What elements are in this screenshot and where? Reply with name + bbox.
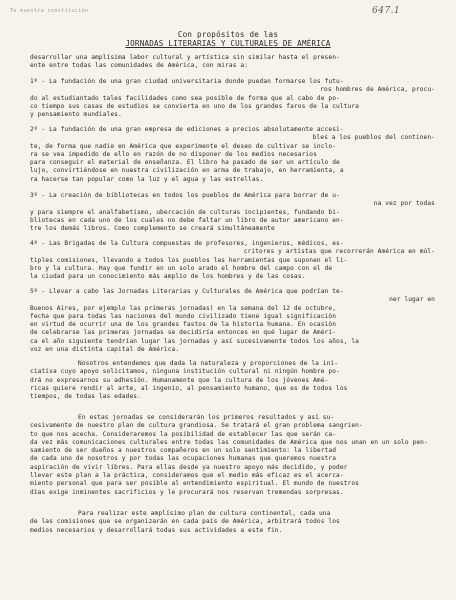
paragraph-8 bbox=[30, 510, 435, 535]
paragraph-line: drá no expresarnos su adhesión. Humanamente que la cultura de los jóvenes Amé- bbox=[30, 376, 329, 384]
paragraph-line: de cada uno de nosotros y por todas las ocupaciones humanas que queremos nuestra bbox=[30, 455, 337, 463]
point-line: critores y artistas que recorrerán América en múl- bbox=[243, 248, 435, 256]
point-line: bro y la cultura. Hay que fundir en un solo arado el hombre del campo con el de bbox=[30, 264, 333, 272]
point-line: ca el año siguiente tendrían lugar las jornadas y así sucesivamente todos los años, la bbox=[30, 337, 359, 345]
intro-line: ente entre todas las comunidades de América, con miras a: bbox=[30, 62, 249, 70]
intro-paragraph bbox=[30, 54, 435, 71]
handwritten-page-number: 647.1 bbox=[372, 6, 401, 16]
point-line: ros hombres de América, procu- bbox=[320, 86, 435, 94]
point-line: 5º - Llevar a cabo las Jornadas Literarias y Culturales de América que podrían te- bbox=[30, 288, 344, 295]
point-line: te, de forma que nadie en América que experimente el deseo de cultivar se inclo- bbox=[30, 142, 337, 150]
point-line: para conseguir el material de enseñanza. El libro ha pasado de ser un artículo de bbox=[30, 159, 340, 167]
paragraph-line: ricas quiere rendir al arte, al ingenio, al pensamiento humano, que es de todos los bbox=[30, 384, 348, 392]
paragraph-6 bbox=[30, 360, 435, 401]
point-line: ra se vea impedido de ello en razón de no disponer de los medios necesarios bbox=[30, 150, 317, 158]
point-line: en virtud de ocurrir una de los grandes fastos de la historia humana. En ocasión bbox=[30, 321, 337, 329]
title-line-1: Con propósitos de las bbox=[177, 30, 279, 39]
point-line: Buenos Aires, por ejemplo las primeras jornadas) en la semana del 12 de octubre, bbox=[30, 304, 337, 312]
point-line: tre los demás libros. Como complemento se creará simultáneamente bbox=[30, 225, 275, 233]
point-line: 4º - Las Brigadas de la Cultura compuestas de profesores, ingenieros, médicos, es- bbox=[30, 240, 344, 247]
faint-header-note: Te muestra constitucion bbox=[10, 8, 89, 14]
point-line: na vez por todas bbox=[373, 200, 435, 208]
paragraph-7 bbox=[30, 414, 435, 497]
paragraph-line: llevar este plan a la práctica, consideramos que el medio más eficaz es el acerca- bbox=[30, 472, 344, 480]
paragraph-line: aspiración de vivir libres. Para ellas desde ya nuestro apoyo más decidido, y poder bbox=[30, 463, 348, 471]
paragraph-line: to que nos acecha. Consideraremos la posibilidad de establecer las que serán ca- bbox=[30, 430, 337, 438]
point-line: la ciudad para un conocimiento más amplio de los hombres y de las cosas. bbox=[30, 273, 306, 281]
point-line: fecha que para todas las naciones del mundo civilizado tiene igual significación bbox=[30, 312, 337, 320]
point-1 bbox=[30, 78, 435, 119]
point-5 bbox=[30, 288, 435, 354]
paragraph-line: En estas jornadas se considerarán los primeros resultados y así su- bbox=[78, 414, 335, 421]
paragraph-line: medios necesarios y desarrollará todas sus actividades a este fin. bbox=[30, 526, 283, 534]
paragraph-line: Nosotros entendemos que dada la naturaleza y proporciones de la ini- bbox=[78, 360, 339, 367]
point-line: y pensamiento mundiales. bbox=[30, 111, 122, 119]
paragraph-line: ciativa cuyo apoyo solicitamos, ninguna institución cultural ni ningún hombre po- bbox=[30, 368, 340, 376]
paragraph-line: Para realizar este amplísimo plan de cultura continental, cada una bbox=[78, 510, 331, 517]
point-3 bbox=[30, 192, 435, 233]
point-line: tiples comisiones, llevando a todos los pueblos las herramientas que suponen el li- bbox=[30, 256, 348, 264]
point-line: 3º - La creación de bibliotecas en todos los pueblos de América para borrar de u- bbox=[30, 192, 340, 199]
point-line: ra hacerse tan popular como la luz y el agua y las estrellas. bbox=[30, 175, 264, 183]
intro-line: desarrollar una amplísima labor cultural y artística sin similar hasta el presen- bbox=[30, 54, 340, 61]
paragraph-line: da vez más comunicaciones culturales entre todas las comunidades de América que nos unan en un solo pen- bbox=[30, 438, 428, 446]
point-2 bbox=[30, 126, 435, 184]
point-line: de celebrarse las primeras jornadas se decidiría entonces en qué lugar de Améri- bbox=[30, 329, 337, 337]
paragraph-line: tiempos, de todas las edades. bbox=[30, 393, 141, 401]
paragraph-line: cesivamente de nuestro plan de cultura grandiosa. Se tratará el gran problema sangrien- bbox=[30, 422, 363, 430]
point-4 bbox=[30, 240, 435, 281]
paragraph-line: miento personal que para ser posible al entendimiento espiritual. El mundo de nuestros bbox=[30, 480, 359, 488]
point-line: y para siempre el analfabetismo, ubercación de culturas incipientes, fundando bi- bbox=[30, 208, 340, 216]
point-line: voz en una distinta capital de América. bbox=[30, 346, 180, 354]
paragraph-line: de las comisiones que se organizarán en cada país de América, arbitrará todos los bbox=[30, 518, 340, 526]
title-line-2: JORNADAS LITERARIAS Y CULTURALES DE AMÉRICA bbox=[125, 39, 331, 48]
point-line: do al estudiantado tales facilidades como sea posible de forma que al cabo de po- bbox=[30, 94, 340, 102]
point-line: bliotecas en cada uno de los cuales no debe faltar un libro de autor americano en- bbox=[30, 216, 344, 224]
point-line: 1º - La fundación de una gran ciudad universitaria donde puedan formarse los futu- bbox=[30, 78, 344, 85]
point-line: 2º - La fundación de una gran empresa de ediciones a precios absolutamente accesi- bbox=[30, 126, 344, 133]
point-line: ner lugar en bbox=[389, 296, 435, 304]
paragraph-line: samiento de ser dueños a nuestros compañeros en un solo sentimiento: la libertad bbox=[30, 447, 337, 455]
paragraph-line: días exige inminentes sacrificios y le procurará nos reservan tremendas sorpresas. bbox=[30, 488, 344, 496]
point-line: lujo, convirtiéndose en nuestra civilización en arma de trabajo, en herramienta, a bbox=[30, 167, 344, 175]
point-line: bles a los pueblos del continen- bbox=[312, 134, 435, 142]
point-line: co tiempo sus casas de estudios se convierta en uno de los grandes faros de la cultura bbox=[30, 102, 359, 110]
